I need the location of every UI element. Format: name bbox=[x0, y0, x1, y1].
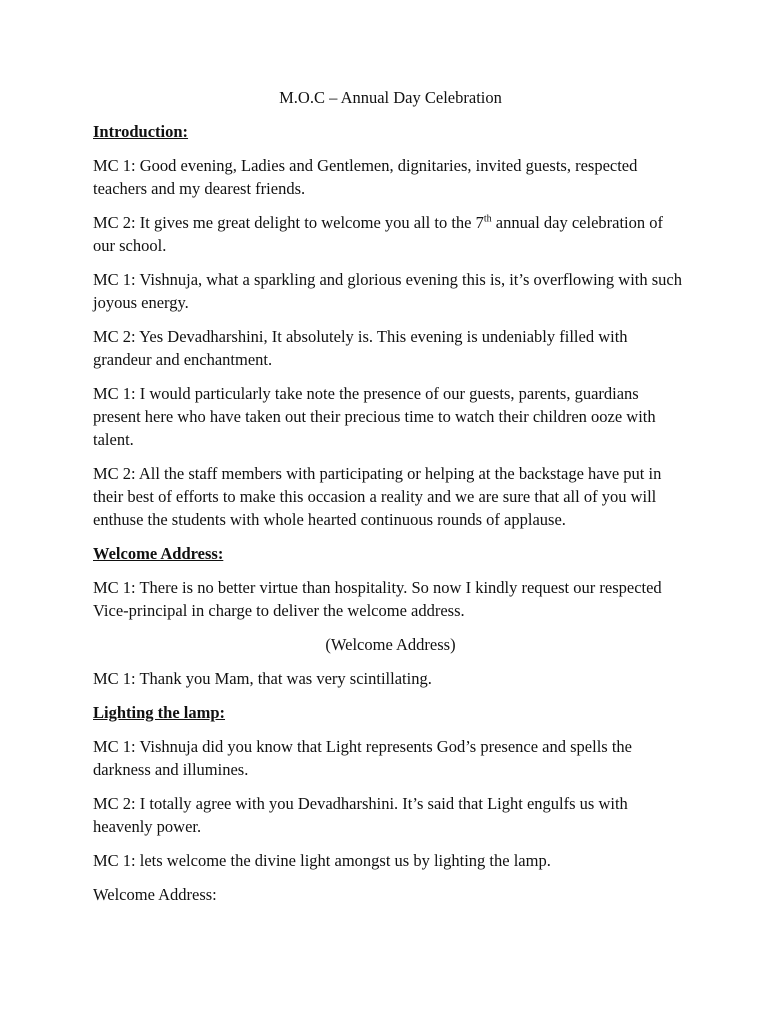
paragraph: MC 1: Good evening, Ladies and Gentlemen, dignitaries, invited guests, respected teachers and my dearest friends. bbox=[93, 156, 638, 198]
section-heading-lighting-the-lamp: Lighting the lamp: bbox=[93, 703, 226, 722]
section-heading-introduction: Introduction: bbox=[93, 122, 189, 141]
paragraph-text: annual day celebration of our school. bbox=[93, 213, 664, 255]
paragraph: MC 1: I would particularly take note the presence of our guests, parents, guardians present here who have taken out their precious time to watch their children ooze with talent. bbox=[93, 384, 656, 449]
paragraph: MC 1: There is no better virtue than hospitality. So now I kindly request our respected Vice-principal in charge to deliver the welcome address. bbox=[93, 578, 662, 620]
section-heading-welcome-address-plain: Welcome Address: bbox=[93, 885, 217, 904]
superscript: th bbox=[483, 213, 492, 225]
section-heading-welcome-address: Welcome Address: bbox=[93, 544, 224, 563]
paragraph: MC 2: Yes Devadharshini, It absolutely is. This evening is undeniably filled with grandeur and enchantment. bbox=[93, 327, 628, 369]
paragraph: MC 1: Vishnuja did you know that Light represents God’s presence and spells the darkness and illumines. bbox=[93, 737, 632, 779]
paragraph: MC 1: Thank you Mam, that was very scintillating. bbox=[93, 669, 432, 688]
paragraph-text: MC 2: It gives me great delight to welcome you all to the 7 bbox=[93, 213, 484, 232]
stage-direction: (Welcome Address) bbox=[325, 635, 456, 654]
paragraph: MC 2: I totally agree with you Devadharshini. It’s said that Light engulfs us with heavenly power. bbox=[93, 794, 628, 836]
paragraph: MC 2: All the staff members with participating or helping at the backstage have put in their best of efforts to make this occasion a reality and we are sure that all of you will enthuse the students with whole hearted continuous rounds of applause. bbox=[93, 464, 662, 529]
paragraph: MC 1: lets welcome the divine light amongst us by lighting the lamp. bbox=[93, 851, 551, 870]
paragraph: MC 1: Vishnuja, what a sparkling and glorious evening this is, it’s overflowing with such joyous energy. bbox=[93, 270, 682, 312]
paragraph bbox=[93, 211, 688, 257]
document-title: M.O.C – Annual Day Celebration bbox=[279, 88, 502, 107]
